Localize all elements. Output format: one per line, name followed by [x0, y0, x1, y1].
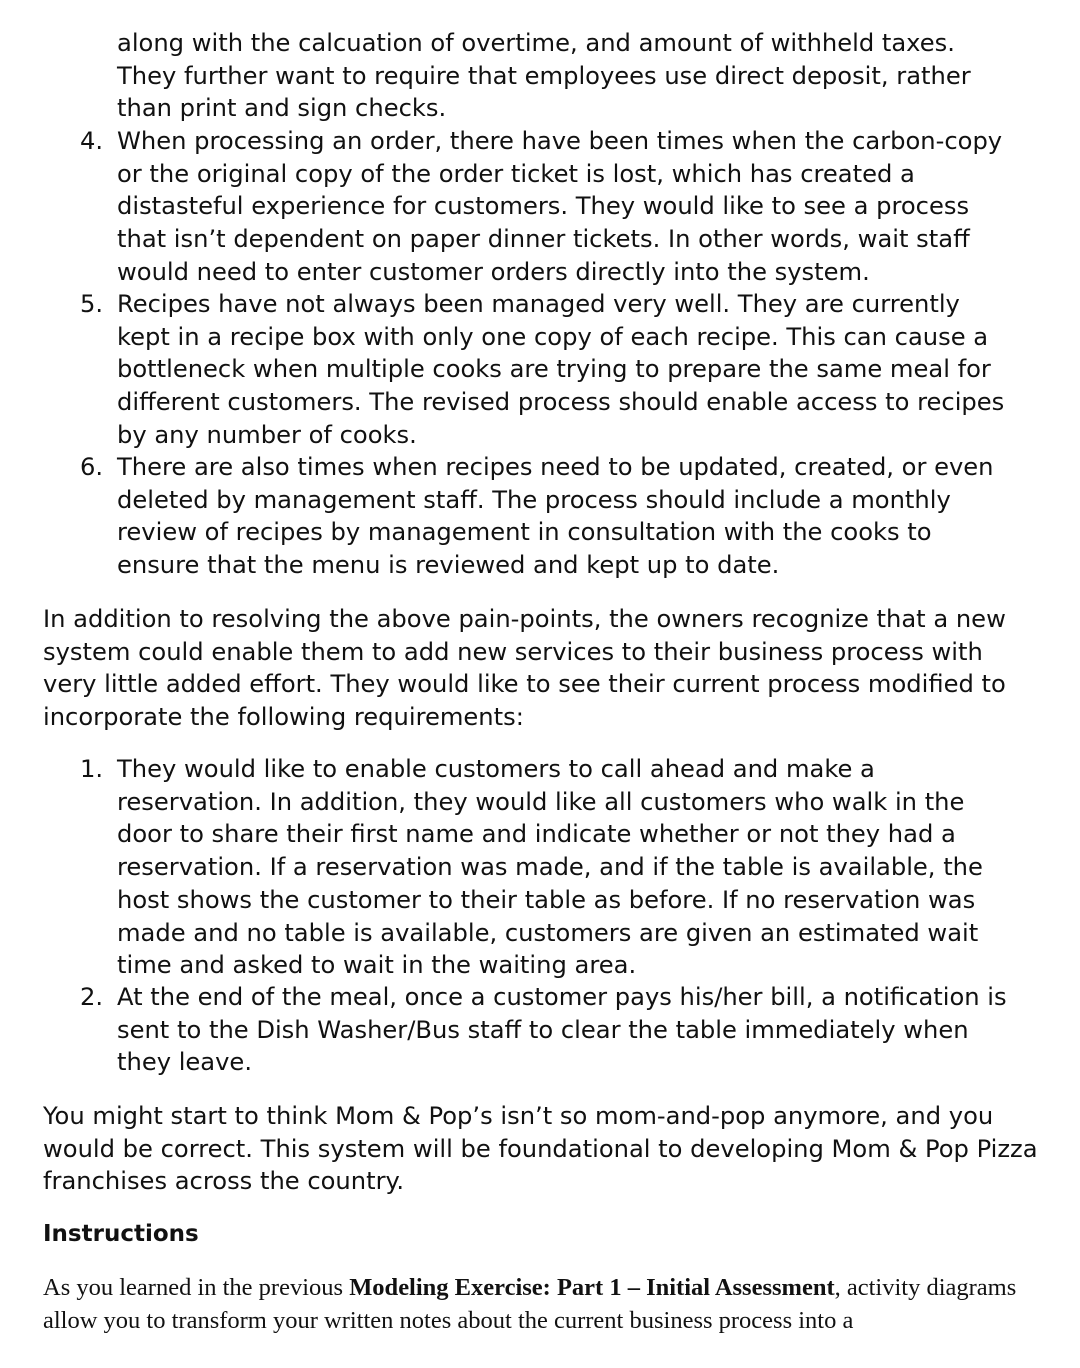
list-item-text: At the end of the meal, once a customer pays his/her bill, a notification is sent to the Dish Washer/Bus staff to clear the table immediately when they leave.: [117, 983, 1007, 1077]
list-item-number: 1.: [80, 755, 104, 783]
list-item-number: 4.: [80, 127, 104, 155]
instructions-bold-reference: Modeling Exercise: Part 1 – Initial Assessment: [349, 1274, 835, 1301]
list-item-text: When processing an order, there have been times when the carbon-copy or the original copy of the order ticket is lost, which has created a distasteful experience for customers. They would like to see a process that isn’t dependent on paper dinner tickets. In other words, wait staff would need to enter customer orders directly into the system.: [117, 127, 1003, 286]
list-item-text: along with the calcuation of overtime, and amount of withheld taxes. They further want to require that employees use direct deposit, rather than print and sign checks.: [117, 29, 971, 123]
list-item-number: 6.: [80, 453, 104, 481]
list-item-number: 5.: [80, 290, 104, 318]
list-item-text: Recipes have not always been managed very well. They are currently kept in a recipe box with only one copy of each recipe. This can cause a bottleneck when multiple cooks are trying to prepare the same meal for different customers. The revised process should enable access to recipes by any number of cooks.: [117, 290, 1005, 449]
list-item-requirement-1: [80, 753, 1017, 982]
closing-paragraph: You might start to think Mom & Pop’s isn’t so mom-and-pop anymore, and you would be correct. This system will be foundational to developing Mom & Pop Pizza franchises across the country.: [43, 1102, 1038, 1196]
list-item-text: They would like to enable customers to call ahead and make a reservation. In addition, they would like all customers who walk in the door to share their first name and indicate whether or not they had a reservation. If a reservation was made, and if the table is available, the host shows the customer to their table as before. If no reservation was made and no table is available, customers are given an estimated wait time and asked to wait in the waiting area.: [117, 755, 983, 980]
list-item-requirement-2: [80, 981, 1017, 1079]
instructions-heading: Instructions: [43, 1221, 199, 1247]
instructions-paragraph: [43, 1272, 1043, 1337]
instructions-text-after: , activity diagrams allow you to transform your written notes about the current business process into a: [43, 1274, 1017, 1334]
list-item-pain-point-5: [80, 288, 1017, 452]
list-item-text: There are also times when recipes need to be updated, created, or even deleted by management staff. The process should include a monthly review of recipes by management in consultation with the cooks to ensure that the menu is reviewed and kept up to date.: [117, 453, 994, 580]
instructions-text-before: As you learned in the previous: [43, 1274, 350, 1301]
intro-paragraph: In addition to resolving the above pain-points, the owners recognize that a new system could enable them to add new services to their business process with very little added effort. They would like to see their current process modified to incorporate the following requirements:: [43, 605, 1006, 732]
list-item-number: 2.: [80, 983, 104, 1011]
list-item-continued: [117, 27, 1017, 125]
list-item-pain-point-4: [80, 125, 1017, 289]
list-item-pain-point-6: [80, 451, 1017, 582]
